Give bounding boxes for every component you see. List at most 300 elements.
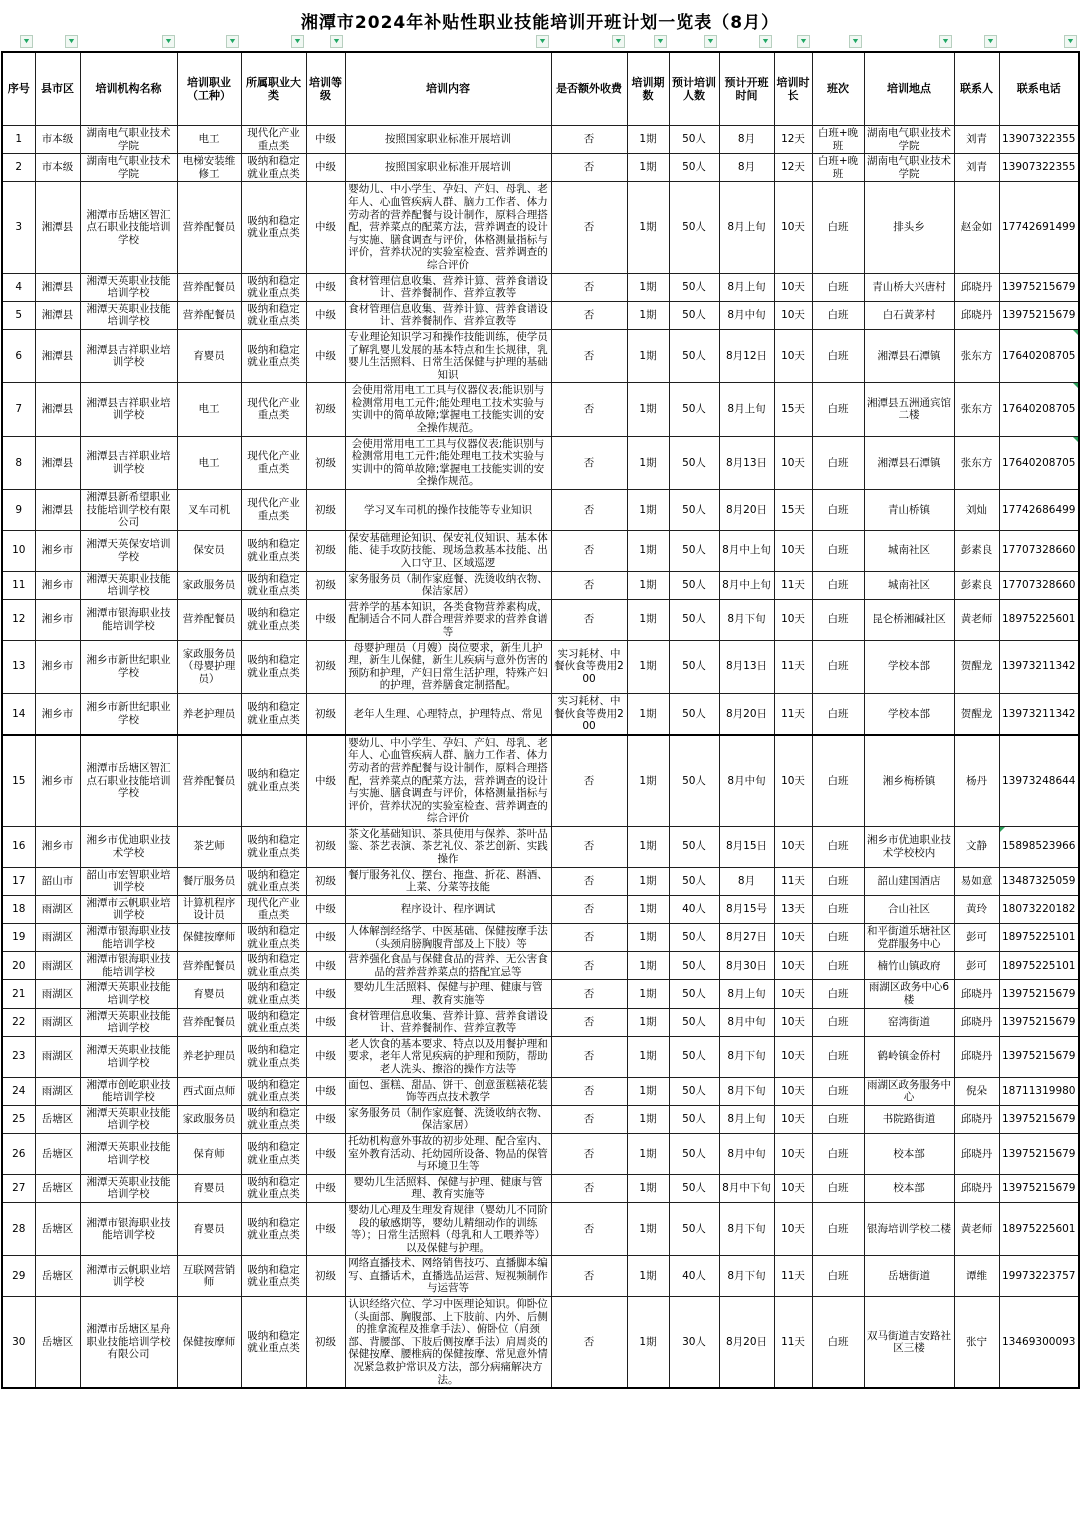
cell-duration[interactable]: 10天 <box>774 1174 812 1202</box>
cell-serial[interactable]: 21 <box>2 980 35 1008</box>
cell-phone[interactable]: 13975215679 <box>999 1008 1079 1036</box>
cell-category[interactable]: 吸纳和稳定就业重点类 <box>241 182 306 273</box>
cell-contact[interactable]: 彭素良 <box>954 571 999 599</box>
filter-button-start-time[interactable] <box>759 35 772 48</box>
cell-serial[interactable]: 9 <box>2 490 35 531</box>
cell-duration[interactable]: 11天 <box>774 867 812 895</box>
cell-trainees[interactable]: 50人 <box>669 1008 719 1036</box>
cell-trainees[interactable]: 50人 <box>669 1202 719 1255</box>
cell-trainees[interactable]: 50人 <box>669 329 719 382</box>
cell-location[interactable]: 青山桥镇 <box>864 490 954 531</box>
cell-location[interactable]: 白石黄茅村 <box>864 301 954 329</box>
filter-button-duration[interactable] <box>797 35 810 48</box>
cell-level[interactable]: 初级 <box>306 383 345 436</box>
cell-shift[interactable]: 白班 <box>812 1105 864 1133</box>
cell-extra-fee[interactable]: 否 <box>551 1036 627 1077</box>
cell-contact[interactable]: 谭维 <box>954 1256 999 1297</box>
cell-periods[interactable]: 1期 <box>627 980 669 1008</box>
cell-district[interactable]: 岳塘区 <box>35 1202 80 1255</box>
cell-content[interactable]: 营养强化食品与保健食品的营养、无公害食品的营养营养菜点的搭配宜忌等 <box>345 952 551 980</box>
cell-periods[interactable]: 1期 <box>627 154 669 182</box>
cell-institution[interactable]: 湘乡市优迪职业技术学校 <box>80 826 177 867</box>
cell-occupation[interactable]: 养老护理员 <box>177 1036 241 1077</box>
cell-phone[interactable]: 18975225101 <box>999 952 1079 980</box>
cell-duration[interactable]: 11天 <box>774 571 812 599</box>
cell-location[interactable]: 湘潭县石潭镇 <box>864 436 954 489</box>
cell-phone[interactable]: 18975225101 <box>999 924 1079 952</box>
cell-district[interactable]: 岳塘区 <box>35 1256 80 1297</box>
cell-phone[interactable]: 13975215679 <box>999 1105 1079 1133</box>
cell-institution[interactable]: 湘潭天英职业技能培训学校 <box>80 1008 177 1036</box>
cell-periods[interactable]: 1期 <box>627 383 669 436</box>
cell-duration[interactable]: 11天 <box>774 1256 812 1297</box>
cell-start-time[interactable]: 8月 <box>719 154 774 182</box>
cell-category[interactable]: 吸纳和稳定就业重点类 <box>241 640 306 693</box>
cell-trainees[interactable]: 50人 <box>669 126 719 154</box>
cell-content[interactable]: 托幼机构意外事故的初步处理、配合室内、室外教育活动、托幼园所设备、物品的保管与环境卫生等 <box>345 1133 551 1174</box>
cell-duration[interactable]: 10天 <box>774 1105 812 1133</box>
cell-district[interactable]: 市本级 <box>35 126 80 154</box>
filter-button-district[interactable] <box>65 35 78 48</box>
cell-location[interactable]: 湖南电气职业技术学院 <box>864 126 954 154</box>
cell-category[interactable]: 吸纳和稳定就业重点类 <box>241 1174 306 1202</box>
cell-occupation[interactable]: 保健按摩师 <box>177 1297 241 1389</box>
cell-content[interactable]: 家务服务员（制作家庭餐、洗烫收纳衣物、保洁家居） <box>345 1105 551 1133</box>
cell-content[interactable]: 保安基础理论知识、保安礼仪知识、基本体能、徒手攻防技能、现场急救基本技能、出入口守卫、区域巡逻 <box>345 530 551 571</box>
cell-district[interactable]: 湘潭县 <box>35 182 80 273</box>
cell-location[interactable]: 城南社区 <box>864 571 954 599</box>
cell-duration[interactable]: 15天 <box>774 490 812 531</box>
cell-occupation[interactable]: 保健按摩师 <box>177 924 241 952</box>
cell-extra-fee[interactable]: 否 <box>551 1174 627 1202</box>
cell-serial[interactable]: 28 <box>2 1202 35 1255</box>
cell-shift[interactable]: 白班 <box>812 329 864 382</box>
filter-button-phone[interactable] <box>1064 35 1077 48</box>
cell-duration[interactable]: 10天 <box>774 826 812 867</box>
filter-button-institution[interactable] <box>162 35 175 48</box>
cell-start-time[interactable]: 8月中下旬 <box>719 1174 774 1202</box>
cell-trainees[interactable]: 30人 <box>669 1297 719 1389</box>
cell-contact[interactable]: 邱晓丹 <box>954 301 999 329</box>
cell-location[interactable]: 学校本部 <box>864 693 954 734</box>
cell-phone[interactable]: 13975215679 <box>999 1174 1079 1202</box>
cell-location[interactable]: 校本部 <box>864 1133 954 1174</box>
cell-extra-fee[interactable]: 否 <box>551 436 627 489</box>
cell-trainees[interactable]: 40人 <box>669 1256 719 1297</box>
cell-institution[interactable]: 湘潭市银海职业技能培训学校 <box>80 1202 177 1255</box>
cell-phone[interactable]: 18975225601 <box>999 1202 1079 1255</box>
cell-content[interactable]: 老年人生理、心理特点，护理特点、常见 <box>345 693 551 734</box>
cell-district[interactable]: 湘乡市 <box>35 826 80 867</box>
cell-serial[interactable]: 26 <box>2 1133 35 1174</box>
cell-contact[interactable]: 黄玲 <box>954 895 999 923</box>
cell-start-time[interactable]: 8月下旬 <box>719 1202 774 1255</box>
cell-shift[interactable]: 白班 <box>812 1256 864 1297</box>
column-header-shift[interactable]: 班次 <box>812 52 864 126</box>
cell-periods[interactable]: 1期 <box>627 273 669 301</box>
cell-trainees[interactable]: 50人 <box>669 1174 719 1202</box>
filter-button-trainees[interactable] <box>704 35 717 48</box>
cell-serial[interactable]: 13 <box>2 640 35 693</box>
cell-extra-fee[interactable]: 否 <box>551 924 627 952</box>
cell-start-time[interactable]: 8月上旬 <box>719 383 774 436</box>
cell-duration[interactable]: 10天 <box>774 1077 812 1105</box>
cell-duration[interactable]: 12天 <box>774 126 812 154</box>
cell-category[interactable]: 吸纳和稳定就业重点类 <box>241 867 306 895</box>
cell-occupation[interactable]: 营养配餐员 <box>177 599 241 640</box>
cell-serial[interactable]: 3 <box>2 182 35 273</box>
cell-duration[interactable]: 10天 <box>774 1202 812 1255</box>
cell-trainees[interactable]: 50人 <box>669 693 719 734</box>
filter-button-content[interactable] <box>536 35 549 48</box>
cell-shift[interactable]: 白班 <box>812 895 864 923</box>
cell-duration[interactable]: 10天 <box>774 924 812 952</box>
cell-phone[interactable]: 13975215679 <box>999 980 1079 1008</box>
cell-shift[interactable]: 白班 <box>812 924 864 952</box>
cell-content[interactable]: 程序设计、程序调试 <box>345 895 551 923</box>
cell-duration[interactable]: 11天 <box>774 1297 812 1389</box>
cell-category[interactable]: 吸纳和稳定就业重点类 <box>241 1202 306 1255</box>
cell-category[interactable]: 吸纳和稳定就业重点类 <box>241 1256 306 1297</box>
column-header-institution[interactable]: 培训机构名称 <box>80 52 177 126</box>
cell-duration[interactable]: 10天 <box>774 980 812 1008</box>
cell-contact[interactable]: 易如意 <box>954 867 999 895</box>
filter-button-category[interactable] <box>291 35 304 48</box>
cell-start-time[interactable]: 8月13日 <box>719 640 774 693</box>
cell-start-time[interactable]: 8月20日 <box>719 490 774 531</box>
cell-shift[interactable]: 白班 <box>812 1174 864 1202</box>
cell-level[interactable]: 中级 <box>306 273 345 301</box>
cell-trainees[interactable]: 50人 <box>669 301 719 329</box>
cell-shift[interactable]: 白班 <box>812 273 864 301</box>
cell-contact[interactable]: 文静 <box>954 826 999 867</box>
cell-contact[interactable]: 贺醒龙 <box>954 640 999 693</box>
cell-trainees[interactable]: 50人 <box>669 571 719 599</box>
cell-phone[interactable]: 18975225601 <box>999 599 1079 640</box>
cell-serial[interactable]: 15 <box>2 735 35 827</box>
cell-contact[interactable]: 张东方 <box>954 383 999 436</box>
cell-category[interactable]: 吸纳和稳定就业重点类 <box>241 1036 306 1077</box>
cell-location[interactable]: 湘乡市优迪职业技术学校校内 <box>864 826 954 867</box>
cell-content[interactable]: 食材管理信息收集、营养计算、营养食谱设计、营养餐制作、营养宣教等 <box>345 273 551 301</box>
cell-phone[interactable]: 13469300093 <box>999 1297 1079 1389</box>
cell-content[interactable]: 婴幼儿生活照料、保健与护理、健康与管理、教育实施等 <box>345 980 551 1008</box>
cell-contact[interactable]: 邱晓丹 <box>954 1133 999 1174</box>
cell-trainees[interactable]: 50人 <box>669 383 719 436</box>
cell-district[interactable]: 湘乡市 <box>35 530 80 571</box>
cell-duration[interactable]: 10天 <box>774 182 812 273</box>
cell-institution[interactable]: 湘乡市新世纪职业学校 <box>80 640 177 693</box>
cell-duration[interactable]: 10天 <box>774 952 812 980</box>
cell-start-time[interactable]: 8月中旬 <box>719 1133 774 1174</box>
cell-occupation[interactable]: 育婴员 <box>177 980 241 1008</box>
cell-duration[interactable]: 10天 <box>774 329 812 382</box>
cell-phone[interactable]: 17640208705 <box>999 436 1079 489</box>
cell-extra-fee[interactable]: 否 <box>551 1297 627 1389</box>
column-header-start-time[interactable]: 预计开班时间 <box>719 52 774 126</box>
cell-level[interactable]: 中级 <box>306 980 345 1008</box>
cell-district[interactable]: 湘乡市 <box>35 735 80 827</box>
cell-trainees[interactable]: 50人 <box>669 273 719 301</box>
cell-trainees[interactable]: 50人 <box>669 980 719 1008</box>
cell-extra-fee[interactable]: 否 <box>551 154 627 182</box>
cell-institution[interactable]: 湘潭县吉祥职业培训学校 <box>80 383 177 436</box>
cell-content[interactable]: 婴幼儿生活照料、保健与护理、健康与管理、教育实施等 <box>345 1174 551 1202</box>
cell-trainees[interactable]: 50人 <box>669 867 719 895</box>
cell-contact[interactable]: 彭可 <box>954 924 999 952</box>
cell-duration[interactable]: 10天 <box>774 735 812 827</box>
cell-extra-fee[interactable]: 否 <box>551 980 627 1008</box>
cell-extra-fee[interactable]: 否 <box>551 571 627 599</box>
cell-level[interactable]: 初级 <box>306 1297 345 1389</box>
cell-level[interactable]: 初级 <box>306 826 345 867</box>
cell-contact[interactable]: 黄老师 <box>954 1202 999 1255</box>
cell-phone[interactable]: 13973211342 <box>999 640 1079 693</box>
cell-extra-fee[interactable]: 否 <box>551 1133 627 1174</box>
cell-category[interactable]: 吸纳和稳定就业重点类 <box>241 1008 306 1036</box>
cell-trainees[interactable]: 50人 <box>669 1105 719 1133</box>
cell-level[interactable]: 初级 <box>306 867 345 895</box>
cell-periods[interactable]: 1期 <box>627 1105 669 1133</box>
cell-extra-fee[interactable]: 否 <box>551 1105 627 1133</box>
cell-phone[interactable]: 13975215679 <box>999 301 1079 329</box>
cell-content[interactable]: 网络直播技术、网络销售技巧、直播脚本编写、直播话术，直播选品运营、短视频制作与运营等 <box>345 1256 551 1297</box>
cell-serial[interactable]: 25 <box>2 1105 35 1133</box>
cell-location[interactable]: 岳塘街道 <box>864 1256 954 1297</box>
cell-start-time[interactable]: 8月27日 <box>719 924 774 952</box>
cell-institution[interactable]: 湘潭天英职业技能培训学校 <box>80 571 177 599</box>
cell-institution[interactable]: 湖南电气职业技术学院 <box>80 126 177 154</box>
cell-trainees[interactable]: 50人 <box>669 490 719 531</box>
cell-category[interactable]: 吸纳和稳定就业重点类 <box>241 1105 306 1133</box>
cell-occupation[interactable]: 养老护理员 <box>177 693 241 734</box>
cell-start-time[interactable]: 8月中上旬 <box>719 530 774 571</box>
cell-location[interactable]: 湘潭县石潭镇 <box>864 329 954 382</box>
cell-duration[interactable]: 10天 <box>774 1133 812 1174</box>
cell-location[interactable]: 窑湾街道 <box>864 1008 954 1036</box>
cell-start-time[interactable]: 8月15号 <box>719 895 774 923</box>
cell-level[interactable]: 中级 <box>306 952 345 980</box>
cell-start-time[interactable]: 8月上旬 <box>719 182 774 273</box>
cell-category[interactable]: 吸纳和稳定就业重点类 <box>241 924 306 952</box>
cell-content[interactable]: 餐厅服务礼仪、摆台、拖盘、折花、斟酒、上菜、分菜等技能 <box>345 867 551 895</box>
cell-phone[interactable]: 13975215679 <box>999 273 1079 301</box>
cell-institution[interactable]: 湘潭市云帆职业培训学校 <box>80 895 177 923</box>
cell-extra-fee[interactable]: 否 <box>551 867 627 895</box>
cell-contact[interactable]: 杨丹 <box>954 735 999 827</box>
cell-shift[interactable]: 白班 <box>812 1077 864 1105</box>
cell-location[interactable]: 湘乡梅桥镇 <box>864 735 954 827</box>
cell-serial[interactable]: 17 <box>2 867 35 895</box>
cell-shift[interactable]: 白班 <box>812 1036 864 1077</box>
cell-start-time[interactable]: 8月20日 <box>719 693 774 734</box>
cell-trainees[interactable]: 50人 <box>669 182 719 273</box>
cell-occupation[interactable]: 家政服务员（母婴护理员） <box>177 640 241 693</box>
cell-periods[interactable]: 1期 <box>627 490 669 531</box>
cell-institution[interactable]: 湘乡市新世纪职业学校 <box>80 693 177 734</box>
cell-periods[interactable]: 1期 <box>627 1256 669 1297</box>
cell-content[interactable]: 婴幼儿心理及生理发育规律（婴幼儿不同阶段的敏感期等，婴幼儿精细动作的训练等）；日常生活照料（母乳和人工喂养等）以及保健与护理。 <box>345 1202 551 1255</box>
cell-content[interactable]: 婴幼儿、中小学生、孕妇、产妇、母乳、老年人、心血管疾病人群、脑力工作者、体力劳动者的营养配餐与设计制作，原料合理搭配，营养菜点的配菜方法，营养调查的设计与实施、膳食调查与评价，体格测量指标与评价，营养状况的实验室检查、营养调查的综合评价 <box>345 182 551 273</box>
cell-level[interactable]: 中级 <box>306 1174 345 1202</box>
column-header-level[interactable]: 培训等级 <box>306 52 345 126</box>
cell-extra-fee[interactable]: 否 <box>551 1202 627 1255</box>
cell-serial[interactable]: 30 <box>2 1297 35 1389</box>
cell-category[interactable]: 吸纳和稳定就业重点类 <box>241 571 306 599</box>
cell-serial[interactable]: 29 <box>2 1256 35 1297</box>
cell-location[interactable]: 韶山建国酒店 <box>864 867 954 895</box>
column-header-extra-fee[interactable]: 是否额外收费 <box>551 52 627 126</box>
cell-shift[interactable]: 白班 <box>812 1202 864 1255</box>
cell-level[interactable]: 初级 <box>306 530 345 571</box>
cell-content[interactable]: 会使用常用电工工具与仪器仪表;能识别与检测常用电工元件;能处理电工技术实验与实训中的简单故障;掌握电工技能实训的安全操作规范。 <box>345 383 551 436</box>
cell-location[interactable]: 湘潭县五洲通宾馆二楼 <box>864 383 954 436</box>
cell-duration[interactable]: 10天 <box>774 599 812 640</box>
cell-level[interactable]: 初级 <box>306 1256 345 1297</box>
cell-trainees[interactable]: 50人 <box>669 1036 719 1077</box>
cell-location[interactable]: 学校本部 <box>864 640 954 693</box>
cell-category[interactable]: 吸纳和稳定就业重点类 <box>241 1297 306 1389</box>
cell-phone[interactable]: 17742686499 <box>999 490 1079 531</box>
cell-start-time[interactable]: 8月20日 <box>719 1297 774 1389</box>
cell-location[interactable]: 鹤岭镇金侨村 <box>864 1036 954 1077</box>
cell-district[interactable]: 岳塘区 <box>35 1133 80 1174</box>
cell-contact[interactable]: 邱晓丹 <box>954 980 999 1008</box>
cell-extra-fee[interactable]: 实习耗材、中餐伙食等费用200 <box>551 693 627 734</box>
cell-district[interactable]: 湘潭县 <box>35 383 80 436</box>
cell-district[interactable]: 湘潭县 <box>35 490 80 531</box>
cell-contact[interactable]: 邱晓丹 <box>954 273 999 301</box>
cell-start-time[interactable]: 8月下旬 <box>719 1077 774 1105</box>
cell-serial[interactable]: 20 <box>2 952 35 980</box>
cell-location[interactable]: 雨湖区政务服务中心 <box>864 1077 954 1105</box>
cell-extra-fee[interactable]: 否 <box>551 826 627 867</box>
cell-phone[interactable]: 13487325059 <box>999 867 1079 895</box>
cell-occupation[interactable]: 育婴员 <box>177 329 241 382</box>
cell-start-time[interactable]: 8月上旬 <box>719 273 774 301</box>
cell-shift[interactable]: 白班 <box>812 952 864 980</box>
cell-occupation[interactable]: 育婴员 <box>177 1174 241 1202</box>
cell-shift[interactable]: 白班+晚班 <box>812 126 864 154</box>
cell-periods[interactable]: 1期 <box>627 924 669 952</box>
cell-serial[interactable]: 5 <box>2 301 35 329</box>
cell-serial[interactable]: 14 <box>2 693 35 734</box>
cell-extra-fee[interactable]: 否 <box>551 1077 627 1105</box>
cell-level[interactable]: 中级 <box>306 329 345 382</box>
cell-occupation[interactable]: 营养配餐员 <box>177 182 241 273</box>
cell-district[interactable]: 韶山市 <box>35 867 80 895</box>
cell-periods[interactable]: 1期 <box>627 735 669 827</box>
cell-phone[interactable]: 13975215679 <box>999 1036 1079 1077</box>
cell-periods[interactable]: 1期 <box>627 693 669 734</box>
cell-trainees[interactable]: 40人 <box>669 895 719 923</box>
cell-serial[interactable]: 22 <box>2 1008 35 1036</box>
cell-start-time[interactable]: 8月中旬 <box>719 735 774 827</box>
cell-duration[interactable]: 10天 <box>774 436 812 489</box>
cell-content[interactable]: 人体解剖经络学、中医基础、保健按摩手法（头颈肩膀胸腹背部及上下肢）等 <box>345 924 551 952</box>
cell-periods[interactable]: 1期 <box>627 867 669 895</box>
cell-category[interactable]: 现代化产业重点类 <box>241 126 306 154</box>
cell-location[interactable]: 排头乡 <box>864 182 954 273</box>
cell-periods[interactable]: 1期 <box>627 640 669 693</box>
cell-district[interactable]: 岳塘区 <box>35 1297 80 1389</box>
cell-extra-fee[interactable]: 否 <box>551 530 627 571</box>
cell-serial[interactable]: 24 <box>2 1077 35 1105</box>
filter-button-location[interactable] <box>939 35 952 48</box>
cell-level[interactable]: 初级 <box>306 571 345 599</box>
cell-content[interactable]: 面包、蛋糕、甜品、饼干、创意蛋糕裱花装饰等西点技术教学 <box>345 1077 551 1105</box>
cell-category[interactable]: 现代化产业重点类 <box>241 436 306 489</box>
cell-serial[interactable]: 11 <box>2 571 35 599</box>
cell-phone[interactable]: 17707328660 <box>999 530 1079 571</box>
cell-occupation[interactable]: 电工 <box>177 126 241 154</box>
cell-institution[interactable]: 湘潭县吉祥职业培训学校 <box>80 436 177 489</box>
cell-trainees[interactable]: 50人 <box>669 599 719 640</box>
cell-extra-fee[interactable]: 否 <box>551 599 627 640</box>
cell-trainees[interactable]: 50人 <box>669 154 719 182</box>
cell-shift[interactable]: 白班 <box>812 599 864 640</box>
column-header-district[interactable]: 县市区 <box>35 52 80 126</box>
filter-button-periods[interactable] <box>654 35 667 48</box>
cell-shift[interactable]: 白班 <box>812 301 864 329</box>
cell-district[interactable]: 湘潭县 <box>35 329 80 382</box>
cell-serial[interactable]: 1 <box>2 126 35 154</box>
cell-contact[interactable]: 张东方 <box>954 436 999 489</box>
cell-occupation[interactable]: 保育师 <box>177 1133 241 1174</box>
cell-institution[interactable]: 湘潭天英保安培训学校 <box>80 530 177 571</box>
cell-occupation[interactable]: 育婴员 <box>177 1202 241 1255</box>
cell-content[interactable]: 营养学的基本知识，各类食物营养素构成，配制适合不同人群合理营养要求的营养食谱等 <box>345 599 551 640</box>
cell-district[interactable]: 雨湖区 <box>35 895 80 923</box>
cell-phone[interactable]: 17707328660 <box>999 571 1079 599</box>
cell-periods[interactable]: 1期 <box>627 1077 669 1105</box>
cell-phone[interactable]: 13973211342 <box>999 693 1079 734</box>
cell-serial[interactable]: 16 <box>2 826 35 867</box>
cell-level[interactable]: 中级 <box>306 1133 345 1174</box>
cell-location[interactable]: 书院路街道 <box>864 1105 954 1133</box>
cell-periods[interactable]: 1期 <box>627 436 669 489</box>
cell-category[interactable]: 吸纳和稳定就业重点类 <box>241 273 306 301</box>
cell-institution[interactable]: 湘潭天英职业技能培训学校 <box>80 1036 177 1077</box>
cell-district[interactable]: 湘乡市 <box>35 640 80 693</box>
cell-district[interactable]: 雨湖区 <box>35 952 80 980</box>
cell-occupation[interactable]: 电工 <box>177 383 241 436</box>
cell-contact[interactable]: 贺醒龙 <box>954 693 999 734</box>
cell-contact[interactable]: 刘青 <box>954 126 999 154</box>
cell-level[interactable]: 中级 <box>306 1105 345 1133</box>
cell-serial[interactable]: 18 <box>2 895 35 923</box>
column-header-duration[interactable]: 培训时长 <box>774 52 812 126</box>
cell-extra-fee[interactable]: 否 <box>551 735 627 827</box>
cell-location[interactable]: 楠竹山镇政府 <box>864 952 954 980</box>
cell-category[interactable]: 现代化产业重点类 <box>241 490 306 531</box>
cell-shift[interactable]: 白班 <box>812 1297 864 1389</box>
cell-trainees[interactable]: 50人 <box>669 952 719 980</box>
cell-location[interactable]: 和平街道乐塘社区党群服务中心 <box>864 924 954 952</box>
cell-content[interactable]: 按照国家职业标准开展培训 <box>345 154 551 182</box>
cell-content[interactable]: 会使用常用电工工具与仪器仪表;能识别与检测常用电工元件;能处理电工技术实验与实训中的简单故障;掌握电工技能实训的安全操作规范。 <box>345 436 551 489</box>
column-header-content[interactable]: 培训内容 <box>345 52 551 126</box>
cell-occupation[interactable]: 营养配餐员 <box>177 952 241 980</box>
cell-phone[interactable]: 19973223757 <box>999 1256 1079 1297</box>
cell-level[interactable]: 中级 <box>306 1202 345 1255</box>
filter-button-shift[interactable] <box>849 35 862 48</box>
cell-institution[interactable]: 湘潭天英职业技能培训学校 <box>80 980 177 1008</box>
cell-periods[interactable]: 1期 <box>627 182 669 273</box>
cell-extra-fee[interactable]: 否 <box>551 329 627 382</box>
cell-duration[interactable]: 11天 <box>774 693 812 734</box>
cell-extra-fee[interactable]: 实习耗材、中餐伙食等费用200 <box>551 640 627 693</box>
